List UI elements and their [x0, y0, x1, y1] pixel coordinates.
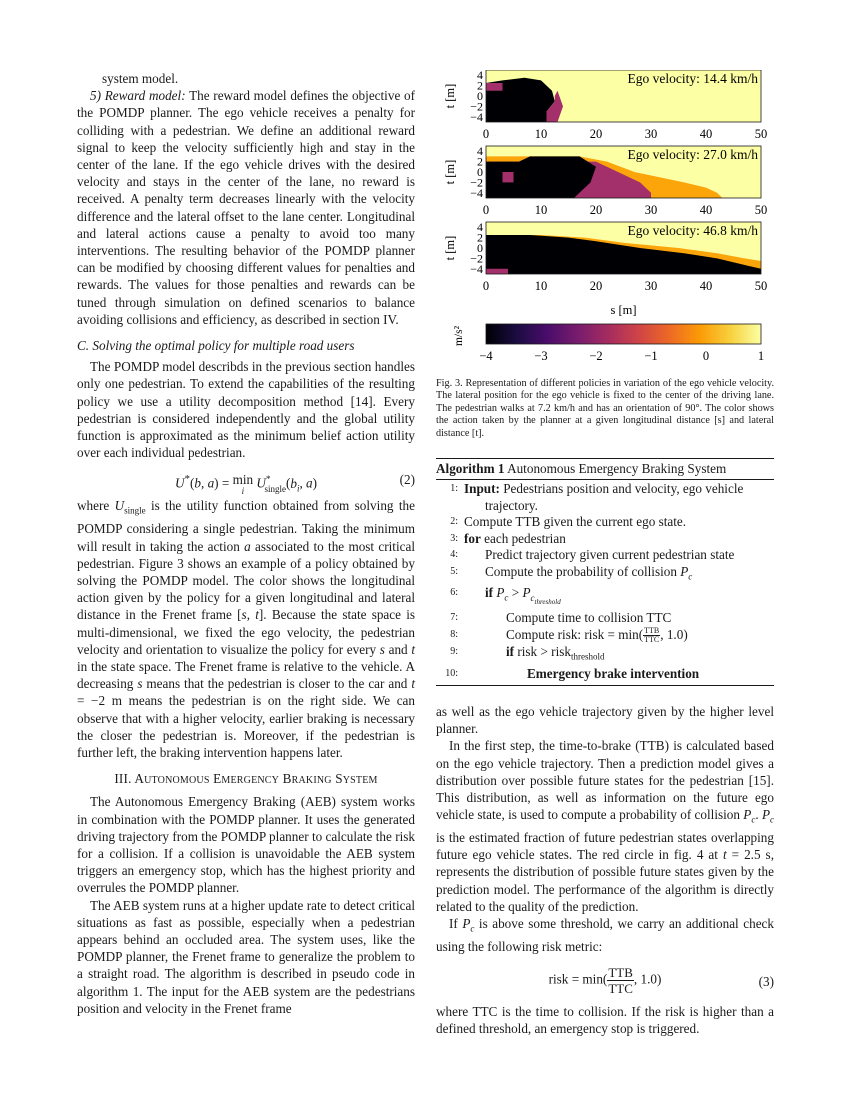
paragraph-ttc: where TTC is the time to collision. If the risk is higher than a defined threshold, an emergency stop is triggered. [436, 1004, 774, 1037]
x-tick-label: 40 [699, 203, 713, 217]
x-tick-label: 40 [699, 127, 713, 141]
algorithm-line: 6: if $P_c > P_{c_{threshold}}$ [450, 585, 561, 606]
y-tick-label: −2 [470, 251, 483, 266]
y-tick-label: 2 [477, 230, 483, 245]
x-tick-label: 0 [482, 127, 490, 141]
equation-3 [436, 959, 774, 999]
x-tick-label: 30 [644, 279, 658, 293]
paragraph-multi-user-1: The POMDP model describds in the previous section handles only one pedestrian. To extend the capabilities of the resulting policy we use a utility decomposition method [14]. Every pedestrian is considered independently and the global utility function is approximated as the minimum belief action utility over each individual pedestrian. [77, 359, 415, 461]
reward-model-text: The reward model defines the objective of the POMDP planner. The ego vehicle receives a penalty for colliding with a pedestrian. We define an additional reward signal to keep the velocity sufficiently high and stay in the center of the lane. If the ego vehicle drives with the desired velocity and stays in the center of the lane, no reward is received. A penalty term decreases linearly with the velocity difference and the lateral offset to the lane center. Longitudinal and lateral actions cause a penalty to avoid too many interventions. The resulting behavior of the POMDP planner can be modified by choosing different values for penalties and rewards. The values for those penalties and rewards can be tuned through simulation on defined scenarios to balance avoiding collisions and efficiency, as described in section IV. [77, 88, 416, 327]
algorithm-line: 1: Input: Pedestrians position and velocity, ego vehicle [450, 481, 744, 496]
paragraph-threshold: If $P_c$ is above some threshold, we carry an additional check using the following risk metric: [436, 916, 774, 954]
algorithm-line: 10: Emergency brake intervention [445, 665, 700, 681]
colorbar-label: m/s² [453, 325, 465, 347]
x-tick-label: 10 [534, 203, 548, 217]
equation-3-number: (3) [758, 974, 774, 990]
left-column [77, 70, 415, 1017]
x-tick-label: 20 [589, 127, 603, 141]
colorbar-tick-label: −4 [479, 349, 493, 363]
ego-velocity-label: Ego velocity: 14.4 km/h [627, 71, 758, 86]
x-tick-label: 0 [482, 279, 490, 293]
algorithm-line: 7: Compute time to collision TTC [450, 610, 672, 626]
y-tick-label: −2 [470, 175, 483, 190]
policy-region [486, 83, 503, 91]
algorithm-body [436, 480, 774, 686]
figure-3 [436, 70, 774, 370]
paragraph-system-model-end: system model. [102, 71, 179, 86]
paragraph-multi-user-2: where $U_{single}$ is the utility function obtained from solving the POMDP considering a single pedestrian. Taking the minimum will result in taking the action a associated to the most critical pedestrian. Figure 3 shows an example of a policy obtained by solving the POMDP model. The color shows the longitudinal action given by the policy for a given longitudinal and lateral distance in the Frenet frame [s, t]. Because the state space is multi-dimensional, we fixed the ego velocity, the pedestrian velocity and orientation to visualize the policy for every s and t in the state space. The Frenet frame is relative to the vehicle. A decreasing s means that the pedestrian is closer to the car and t = −2 m means the pedestrian is on the right side. We can observe that with a higher velocity, earlier braking is necessary the closer the pedestrian is. Moreover, if the pedestrian is further left, the braking intervention happens later. [77, 498, 416, 760]
y-tick-label: 4 [477, 70, 483, 83]
y-tick-label: 0 [477, 241, 483, 255]
paragraph-aeb-1: The Autonomous Emergency Braking (AEB) system works in combination with the POMDP planner. It uses the generated driving trajectory from the POMDP planner to calculate the risk for a collision. If a collision is unavoidable the AEB system triggers an emergency stop, which has the highest priority and overrules the POMDP planner. [77, 794, 415, 896]
figure-3-caption: Fig. 3. Representation of different policies in variation of the ego vehicle velocity. The lateral position for the ego vehicle is fixed to the center of the driving lane. The pedestrian walks at 7.2 km/h and has an orientation of 90°. The color shows the action taken by the planner at a given longitudinal distance [s] and lateral distance [t]. [436, 378, 774, 439]
algorithm-title: Algorithm 1 Autonomous Emergency Braking System [436, 458, 774, 480]
colorbar [486, 324, 761, 344]
equation-2-number: (2) [399, 472, 415, 488]
policy-region [503, 172, 514, 182]
x-tick-label: 0 [482, 203, 490, 217]
right-column [436, 703, 774, 1038]
policy-heatmaps [436, 70, 774, 370]
equation-2 [77, 465, 415, 496]
y-tick-label: 4 [477, 220, 483, 235]
algorithm-line: 2: Compute TTB given the current ego state. [450, 514, 687, 530]
y-tick-label: 2 [477, 154, 483, 169]
y-axis-label: t [m] [443, 235, 457, 261]
x-tick-label: 50 [754, 279, 768, 293]
x-tick-label: 20 [589, 203, 603, 217]
y-tick-label: 0 [477, 165, 483, 179]
colorbar-tick-label: −1 [644, 349, 658, 363]
y-tick-label: 4 [477, 144, 483, 159]
paragraph-ttb: In the first step, the time-to-brake (TTB) is calculated based on the ego vehicle trajectory. Then a prediction model gives a distribution over possible future states for the pedestrian [15]. This distribution, as well as information on the future ego vehicle state, is used to compute a probability of collision $P_c$. $P_c$ is the estimated fraction of future pedestrian states overlapping future ego vehicle states. The red circle in fig. 4 at t = 2.5 s, represents the distribution of possible future states given by the prediction model. The performance of the algorithm is directly related to the quality of the prediction. [436, 738, 774, 914]
x-tick-label: 10 [534, 279, 548, 293]
y-tick-label: −4 [470, 185, 483, 200]
colorbar-tick-label: −2 [589, 349, 603, 363]
algorithm-line: 4: Predict trajectory given current pedestrian state [450, 547, 735, 563]
algorithm-line: 9: if risk > risk$_{threshold}$ [450, 644, 605, 662]
x-tick-label: 50 [754, 127, 768, 141]
x-tick-label: 20 [589, 279, 603, 293]
x-tick-label: 30 [644, 203, 658, 217]
algorithm-line: trajectory. [485, 497, 538, 513]
x-axis-label: s [m] [610, 303, 637, 317]
section-title-iii: III. AUTONOMOUS EMERGENCY BRAKING SYSTEM [114, 771, 378, 787]
paragraph-reward-model [77, 87, 415, 328]
policy-region [486, 269, 508, 274]
x-tick-label: 10 [534, 127, 548, 141]
y-tick-label: −2 [470, 99, 483, 114]
ego-velocity-label: Ego velocity: 46.8 km/h [627, 223, 758, 238]
x-tick-label: 40 [699, 279, 713, 293]
equation-2-body: U*(b, a) = min i $U^*_{single}(b_i$, a) [174, 471, 318, 496]
algorithm-line: 5: Compute the probability of collision $P_c$ [450, 563, 693, 582]
algorithm-line: 8: Compute risk: risk = min( $\frac{\text{TTB}}{\text{TTC}}$ , 1.0) [450, 626, 688, 645]
y-axis-label: t [m] [443, 159, 457, 185]
y-tick-label: 0 [477, 89, 483, 103]
algorithm-1 [436, 458, 774, 686]
y-tick-label: 2 [477, 78, 483, 93]
colorbar-tick-label: 0 [702, 349, 710, 363]
y-tick-label: −4 [470, 261, 483, 276]
ego-velocity-label: Ego velocity: 27.0 km/h [627, 147, 758, 162]
y-axis-label: t [m] [443, 83, 457, 109]
x-tick-label: 50 [754, 203, 768, 217]
paragraph-trajectory: as well as the ego vehicle trajectory given by the higher level planner. [436, 704, 774, 737]
y-tick-label: −4 [470, 109, 483, 124]
x-tick-label: 30 [644, 127, 658, 141]
colorbar-tick-label: 1 [757, 349, 765, 363]
reward-model-label: 5) Reward model: [90, 88, 186, 104]
paragraph-aeb-2: The AEB system runs at a higher update rate to detect critical situations as fast as possible, especially when a pedestrian appears behind an occluded area. The system uses, like the POMDP planner, the Frenet frame to generalize the problem to a straight road. The algorithm is described in pseudo code in algorithm 1. The input for the AEB system are the pedestrians position and velocity in the Frenet frame [77, 897, 415, 1016]
equation-3-body: risk = min( $\frac{\text{TTB}}{\text{TTC}}$ , 1.0) [548, 965, 662, 997]
colorbar-tick-label: −3 [534, 349, 548, 363]
algorithm-line: 3: for each pedestrian [450, 530, 566, 546]
subsection-title-c: C. Solving the optimal policy for multiple road users [77, 338, 355, 354]
